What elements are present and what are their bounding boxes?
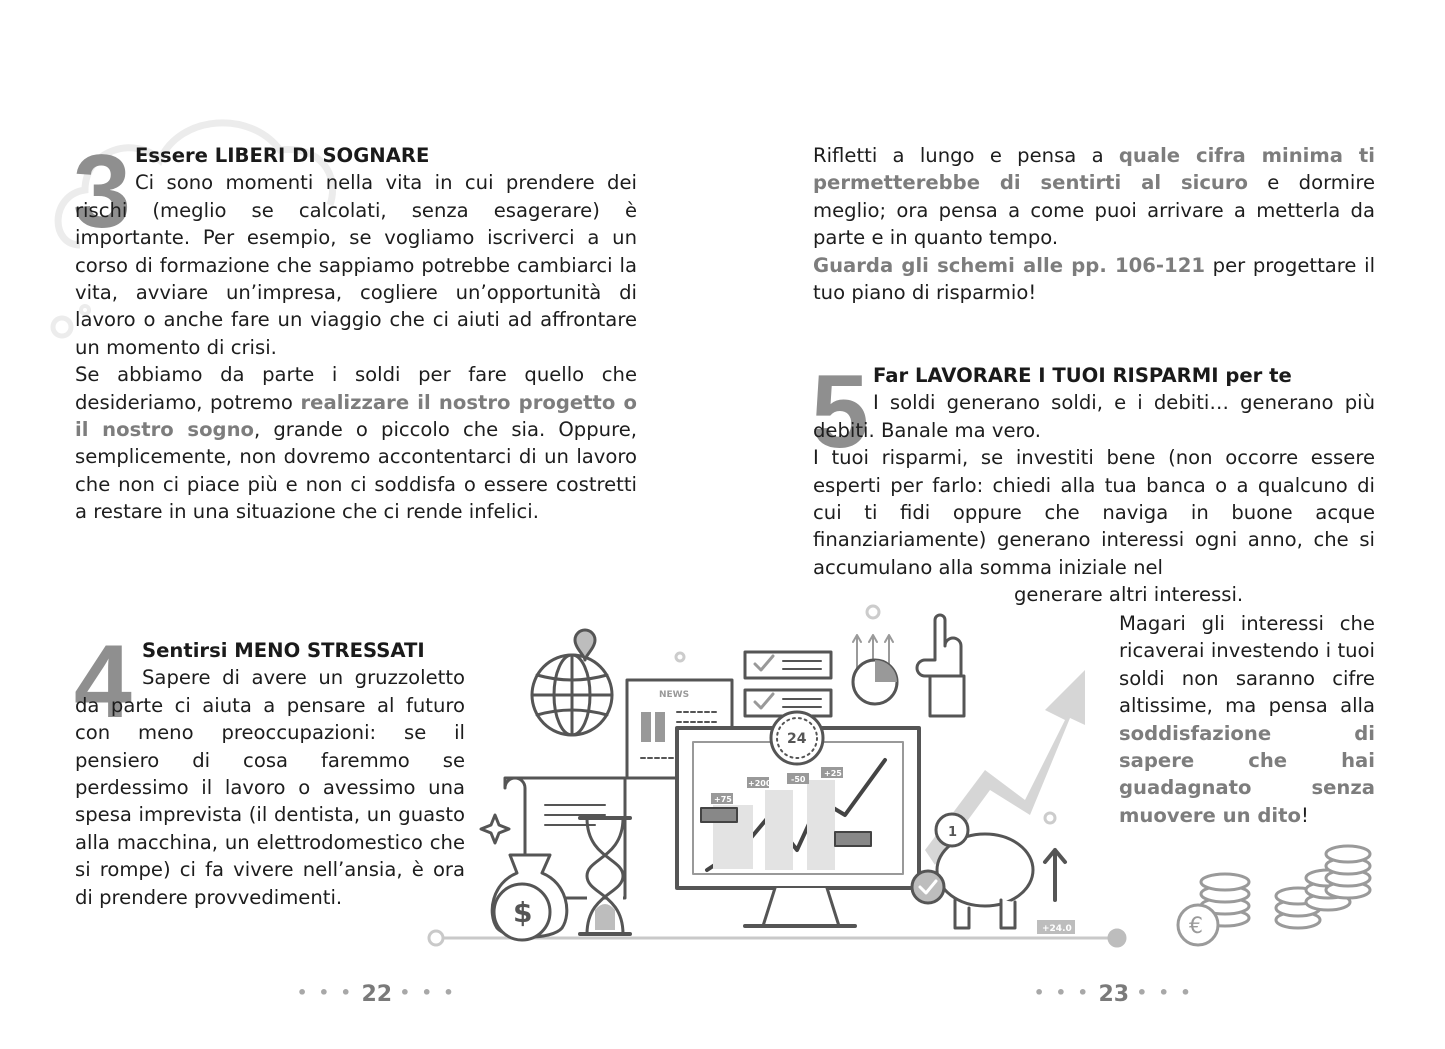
intro-paragraph: Rifletti a lungo e pensa a quale cifra minima ti permetterebbe di sentirti al sicuro e dormire meglio; ora pensa a come puoi arrivare a metterla da parte e in quanto tempo. Guarda gli schemi alle pp. 106-121 per progettare il tuo piano di risparmio! — [813, 144, 1376, 305]
section-5-p1: I soldi generano soldi, e i debiti… generano più debiti. Banale ma vero. — [813, 391, 1375, 442]
section-4 — [75, 637, 465, 911]
coin-stacks-illustration — [1170, 840, 1380, 950]
chart-tag-4: +25 — [824, 769, 842, 778]
chart-tag-2: +200 — [748, 779, 772, 788]
section-5 — [811, 354, 1375, 609]
section-3-number: 3 — [73, 134, 129, 250]
intro-highlight-1: quale cifra minima ti permetterebbe di sentirti al sicuro — [813, 144, 1375, 195]
hand-icon — [917, 615, 961, 676]
euro-symbol: € — [1189, 914, 1203, 939]
badge-label: +24.0 — [1042, 924, 1072, 934]
dollar-symbol: $ — [513, 896, 533, 929]
clock-label: 24 — [787, 731, 807, 747]
section-3-heading: Essere LIBERI DI SOGNARE — [135, 144, 430, 167]
globe-icon — [532, 630, 612, 735]
section-4-heading: Sentirsi MENO STRESSATI — [142, 639, 425, 662]
section-3 — [73, 134, 637, 526]
section-5-p3: Magari gli interessi che ricaverai investendo i tuoi soldi non saranno cifre altissime, ma pensa alla soddisfazione di sapere che hai guadagnato senza muovere un dito! — [1119, 612, 1375, 827]
finance-illustration — [425, 600, 1135, 960]
page-number-right: • • • 23 • • • — [1034, 982, 1194, 1007]
section-3-p2: Se abbiamo da parte i soldi per fare quello che desideriamo, potremo realizzare il nostro progetto o il nostro sogno, grande o piccolo che sia. Oppure, semplicemente, non dovremo accontentarci di un lavoro che non ci piace più e non ci soddisfa o essere costretti a restare in una situazione che ci rende infelici. — [75, 363, 637, 524]
coin-label: 1 — [948, 825, 958, 840]
coin-stack-4 — [1326, 846, 1370, 898]
page-number-left: • • • 22 • • • — [297, 982, 457, 1007]
section-5-p2-end: generare altri interessi. — [1014, 583, 1244, 607]
chart-tag-1: +75 — [714, 795, 732, 804]
section-5-heading: Far LAVORARE I TUOI RISPARMI per te — [873, 364, 1292, 387]
section-3-p1: Essere LIBERI DI SOGNARE Ci sono momenti nella vita in cui prendere dei rischi (meglio se calcolati, senza esagerare) è importante. Per esempio, se vogliamo iscriverci a un corso di formazione che sappiamo potrebbe cambiarci la vita, avviare un’impresa, cogliere un’opportunità di lavoro o anche fare un viaggio che ci aiuti ad affrontare un momento di crisi. — [75, 144, 637, 359]
section-4-number: 4 — [74, 624, 130, 740]
piggy-bank-icon — [912, 814, 1033, 928]
section-3-highlight: realizzare il nostro progetto o il nostro sogno — [75, 390, 637, 442]
section-5-number: 5 — [811, 354, 867, 470]
intro-highlight-2: Guarda gli schemi alle pp. 106-121 — [813, 253, 1205, 277]
section-5-p2: I tuoi risparmi, se investiti bene (non occorre essere esperti per farlo: chiedi alla tua banca o a qualcuno di cui ti fidi oppure che naviga in buone acque finanziariamente) generano interessi ogni anno, che si accumulano alla somma iniziale nel — [813, 446, 1375, 579]
news-label: NEWS — [659, 690, 690, 700]
chart-tag-3: -50 — [791, 775, 806, 784]
section-5-highlight: soddisfazione di sapere che hai guadagnato senza muovere un dito — [1119, 721, 1375, 827]
section-4-body: Sapere di avere un gruzzoletto da parte ci aiuta a pensare al futuro con meno preoccupazioni: se il pensiero di cosa faremmo se perdessimo il lavoro o avessimo una spesa imprevista (il dentista, un guasto alla macchina, un elettrodomestico che si rompe) ci fa vivere nell’ansia, è ora di prendere provvedimenti. — [75, 666, 465, 909]
